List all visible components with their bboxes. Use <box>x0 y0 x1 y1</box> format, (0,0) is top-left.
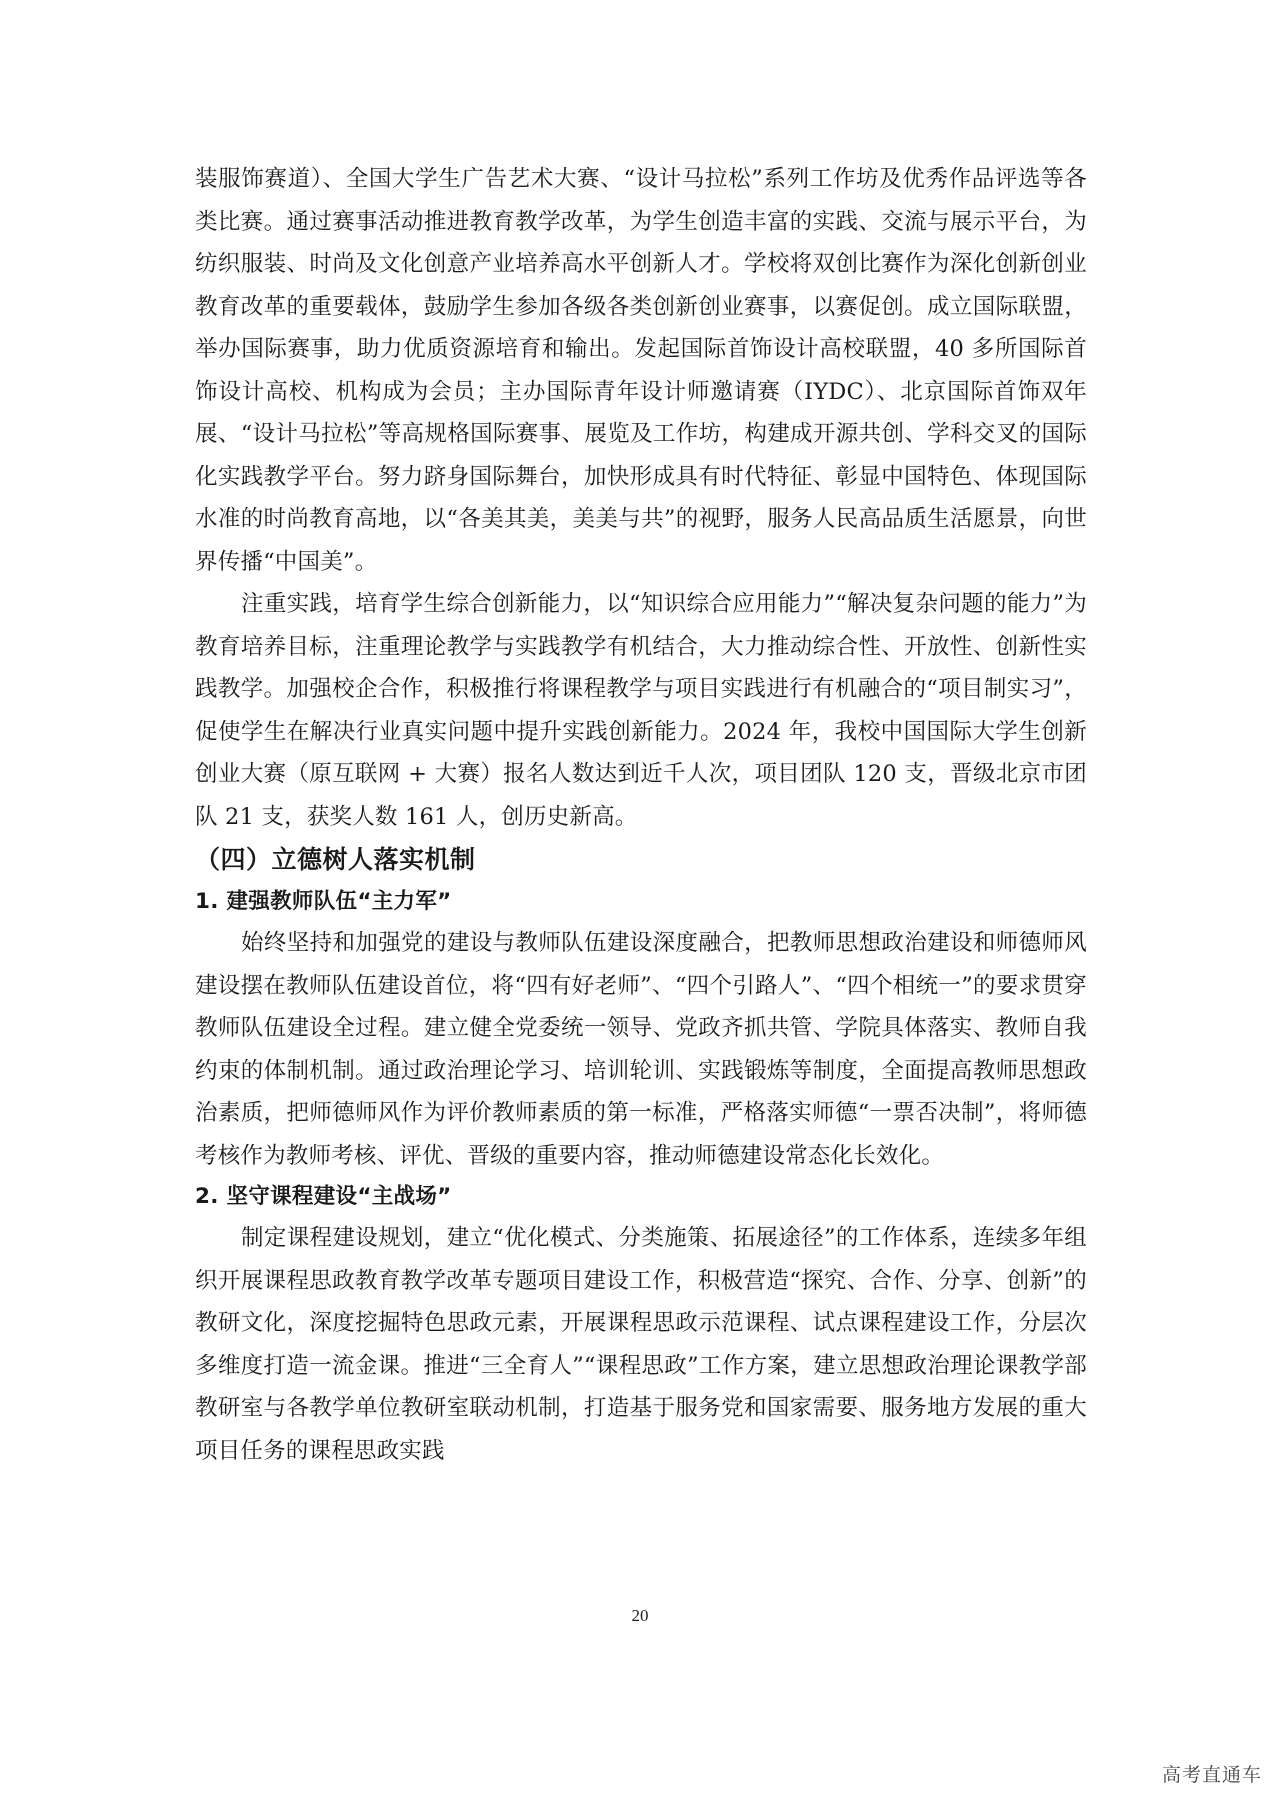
page-content <box>195 158 1087 1472</box>
subsection-heading-courses: 2. 坚守课程建设“主战场” <box>195 1184 452 1209</box>
section-heading: （四）立德树人落实机制 <box>195 845 476 874</box>
paragraph-teachers: 始终坚持和加强党的建设与教师队伍建设深度融合，把教师思想政治建设和师德师风建设摆在教师队伍建设首位，将“四有好老师”、“四个引路人”、“四个相统一”的要求贯穿教师队伍建设全过程。建立健全党委统一领导、党政齐抓共管、学院具体落实、教师自我约束的体制机制。通过政治理论学习、培训轮训、实践锻炼等制度，全面提高教师思想政治素质，把师德师风作为评价教师素质的第一标准，严格落实师德“一票否决制”，将师德考核作为教师考核、评优、晋级的重要内容，推动师德建设常态化长效化。 <box>195 930 1087 1169</box>
paragraph-practice: 注重实践，培育学生综合创新能力，以“知识综合应用能力”“解决复杂问题的能力”为教育培养目标，注重理论教学与实践教学有机结合，大力推动综合性、开放性、创新性实践教学。加强校企合作，积极推行将课程教学与项目实践进行有机融合的“项目制实习”，促使学生在解决行业真实问题中提升实践创新能力。2024 年，我校中国国际大学生创新创业大赛（原互联网 + 大赛）报名人数达到近千人次，项目团队 120 支，晋级北京市团队 21 支，获奖人数 161 人，创历史新高。 <box>195 591 1087 830</box>
watermark-text: 高考直通车 <box>1161 1764 1262 1786</box>
paragraph-competitions: 装服饰赛道）、全国大学生广告艺术大赛、“设计马拉松”系列工作坊及优秀作品评选等各类比赛。通过赛事活动推进教育教学改革，为学生创造丰富的实践、交流与展示平台，为纺织服装、时尚及文化创意产业培养高水平创新人才。学校将双创比赛作为深化创新创业教育改革的重要载体，鼓励学生参加各级各类创新创业赛事，以赛促创。成立国际联盟，举办国际赛事，助力优质资源培育和输出。发起国际首饰设计高校联盟，40 多所国际首饰设计高校、机构成为会员；主办国际青年设计师邀请赛（IYDC）、北京国际首饰双年展、“设计马拉松”等高规格国际赛事、展览及工作坊，构建成开源共创、学科交叉的国际化实践教学平台。努力跻身国际舞台，加快形成具有时代特征、彰显中国特色、体现国际水准的时尚教育高地，以“各美其美，美美与共”的视野，服务人民高品质生活愿景，向世界传播“中国美”。 <box>195 166 1087 575</box>
subsection-heading-teachers: 1. 建强教师队伍“主力军” <box>195 889 452 914</box>
page-number: 20 <box>631 1606 649 1625</box>
paragraph-courses: 制定课程建设规划，建立“优化模式、分类施策、拓展途径”的工作体系，连续多年组织开展课程思政教育教学改革专题项目建设工作，积极营造“探究、合作、分享、创新”的教研文化，深度挖掘特色思政元素，开展课程思政示范课程、试点课程建设工作，分层次多维度打造一流金课。推进“三全育人”“课程思政”工作方案，建立思想政治理论课教学部教研室与各教学单位教研室联动机制，打造基于服务党和国家需要、服务地方发展的重大项目任务的课程思政实践 <box>195 1225 1087 1464</box>
